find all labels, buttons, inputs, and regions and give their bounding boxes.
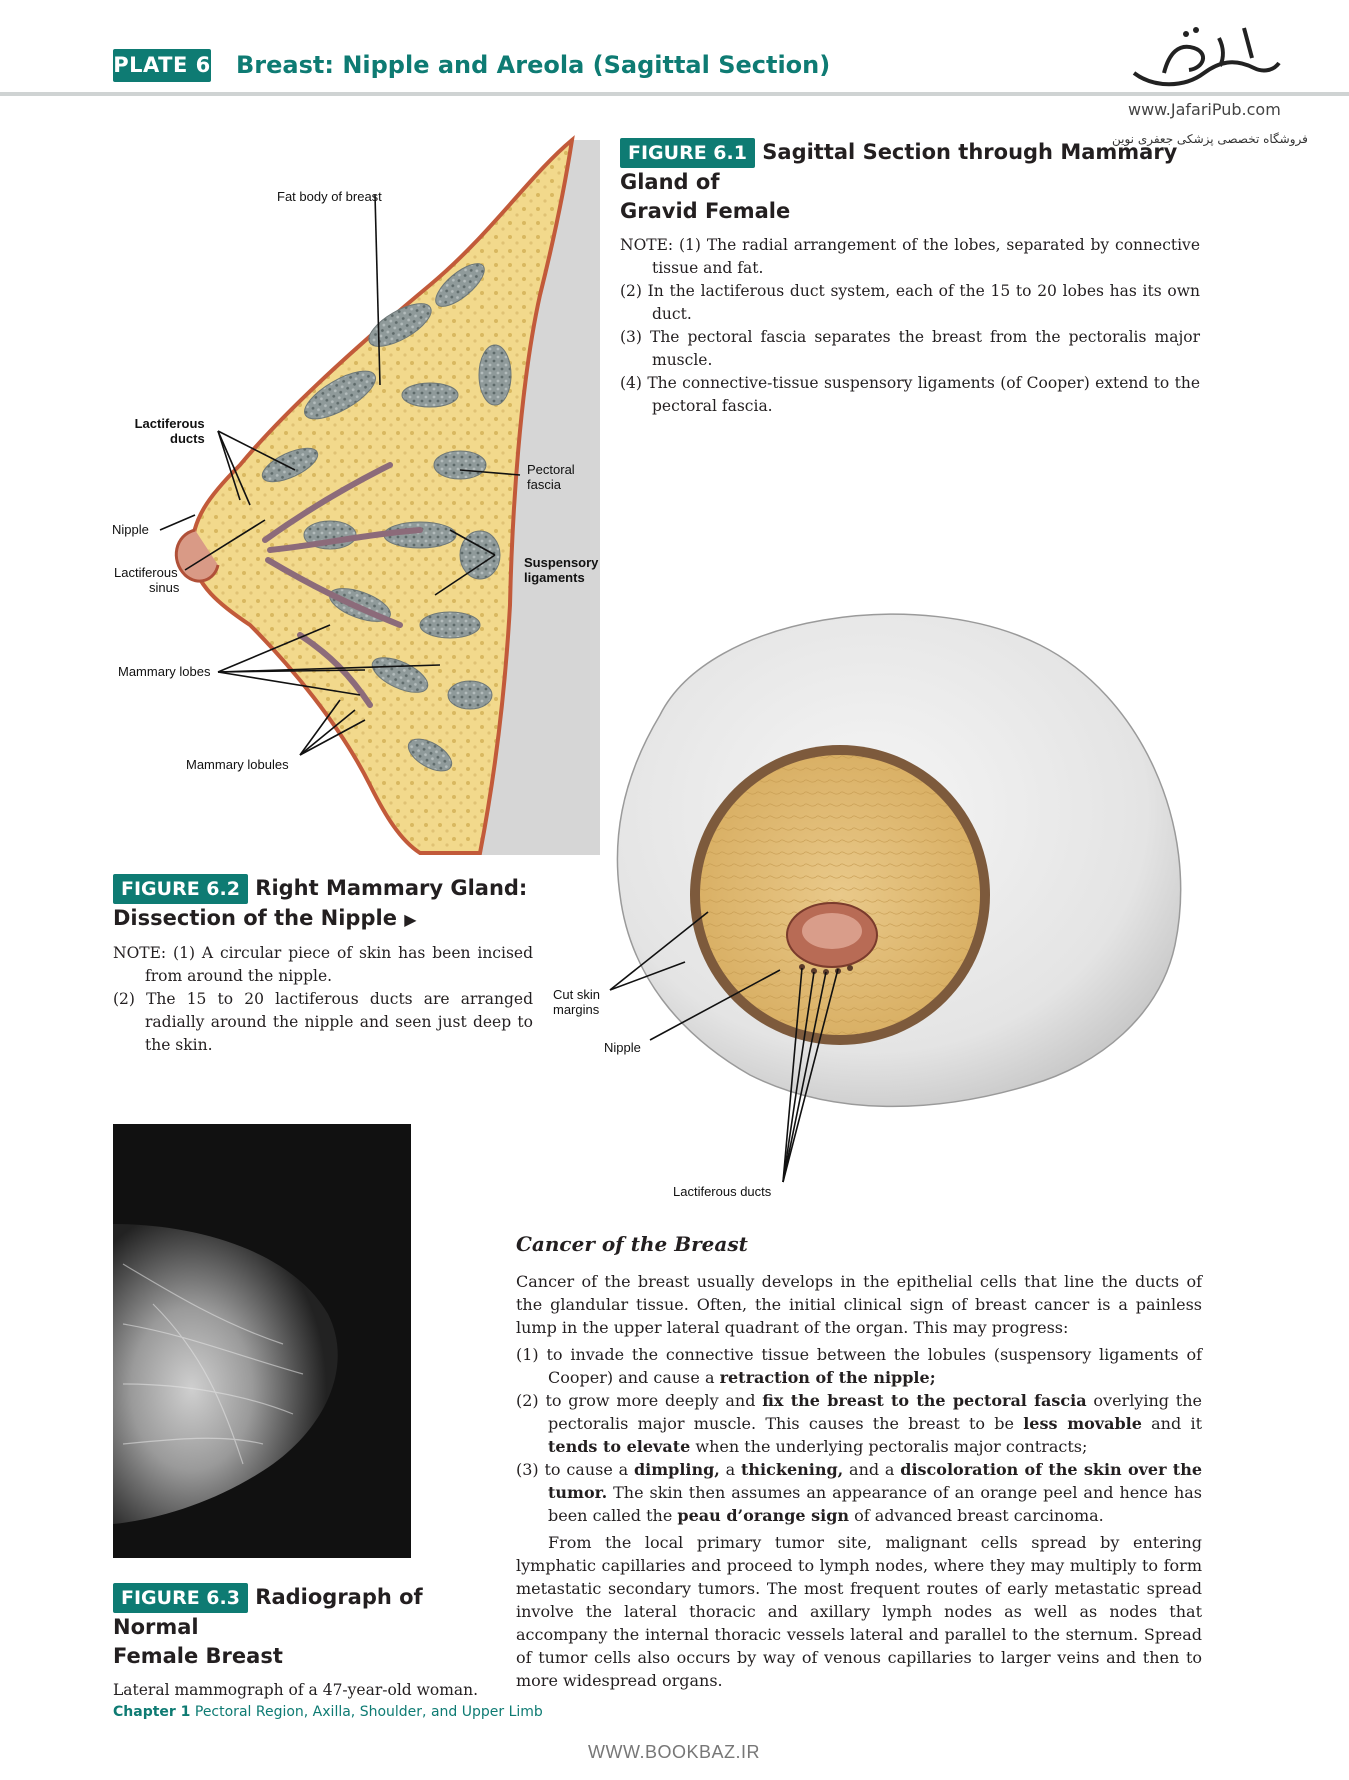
figure-6-2-badge: FIGURE 6.2 bbox=[113, 874, 248, 904]
figure-6-1-notes bbox=[620, 234, 1200, 418]
publisher-url: www.JafariPub.com bbox=[1128, 100, 1281, 119]
cancer-item-1-text: (1) to invade the connective tissue between the lobules (suspensory ligaments of Cooper) and cause a bbox=[516, 1345, 1202, 1387]
cancer-item-2-bold-b: less movable bbox=[1023, 1414, 1142, 1433]
label-nipple-2: Nipple bbox=[604, 1040, 641, 1055]
figure-6-3-title-line1: Radiograph of Normal bbox=[113, 1585, 423, 1639]
label-lactiferous-sinus-line1: Lactiferous bbox=[114, 565, 178, 580]
cancer-item-3-bold-a: dimpling, bbox=[633, 1460, 720, 1479]
label-cut-skin-line1: Cut skin bbox=[553, 987, 600, 1002]
cancer-item-3-bold-d: peau d’orange sign bbox=[677, 1506, 850, 1525]
figure-6-1-note-2: (2) In the lactiferous duct system, each of the 15 to 20 lobes has its own duct. bbox=[620, 282, 1200, 323]
figure-6-3-description: Lateral mammograph of a 47-year-old woman. bbox=[113, 1681, 479, 1699]
label-nipple-1: Nipple bbox=[112, 522, 149, 537]
cancer-item-3-text-e: of advanced breast carcinoma. bbox=[849, 1506, 1104, 1525]
figure-6-1-note-3: (3) The pectoral fascia separates the breast from the pectoralis major muscle. bbox=[620, 328, 1200, 369]
figure-6-1-leader-lines bbox=[100, 135, 620, 785]
cancer-item-3-text-d: The skin then assumes an appearance of an orange peel and hence has been called the bbox=[548, 1483, 1202, 1525]
label-cut-skin-margins bbox=[553, 987, 600, 1017]
label-cut-skin-line2: margins bbox=[553, 1002, 600, 1017]
figure-6-2-note-2: (2) The 15 to 20 lactiferous ducts are arranged radially around the nipple and seen just deep to the skin. bbox=[113, 990, 533, 1054]
figure-6-2-title-line1: Right Mammary Gland: bbox=[255, 876, 528, 900]
section-title-cancer: Cancer of the Breast bbox=[516, 1232, 748, 1256]
publisher-logo-icon bbox=[1124, 18, 1284, 98]
figure-6-1-title-line2: Gravid Female bbox=[620, 199, 791, 223]
footer-chapter: Chapter 1 bbox=[113, 1704, 191, 1720]
figure-6-2-notes bbox=[113, 942, 533, 1057]
arrow-right-icon: ▶ bbox=[404, 910, 417, 929]
label-mammary-lobes: Mammary lobes bbox=[118, 664, 211, 679]
cancer-item-2-text-b: overlying the pectoralis major muscle. This causes the breast to be bbox=[548, 1391, 1202, 1433]
label-pectoral-fascia-line1: Pectoral bbox=[527, 462, 575, 477]
figure-6-3-heading bbox=[113, 1583, 493, 1671]
label-lactiferous-ducts-2: Lactiferous ducts bbox=[673, 1184, 772, 1199]
figure-6-1-heading bbox=[620, 138, 1200, 226]
label-lactiferous-ducts-line1: Lactiferous bbox=[134, 416, 205, 431]
figure-6-3-radiograph bbox=[113, 1124, 411, 1558]
label-pectoral-fascia bbox=[527, 462, 575, 492]
cancer-item-3 bbox=[516, 1458, 1202, 1527]
cancer-item-3-text-a: (3) to cause a bbox=[516, 1460, 634, 1479]
cancer-item-2 bbox=[516, 1389, 1202, 1458]
cancer-item-2-text-c: and it bbox=[1141, 1414, 1202, 1433]
cancer-item-2-bold-a: fix the breast to the pectoral fascia bbox=[762, 1391, 1087, 1410]
figure-6-3-title-line2: Female Breast bbox=[113, 1644, 283, 1668]
page-footer bbox=[113, 1704, 543, 1720]
cancer-item-1 bbox=[516, 1343, 1202, 1389]
figure-6-3-badge: FIGURE 6.3 bbox=[113, 1583, 248, 1613]
publisher-tagline: فروشگاه تخصصی پزشکی جعفری نوین bbox=[1112, 132, 1308, 146]
cancer-item-2-bold-c: tends to elevate bbox=[548, 1437, 691, 1456]
figure-6-2-heading bbox=[113, 874, 533, 934]
figure-6-1-note-1: NOTE: (1) The radial arrangement of the lobes, separated by connective tissue and fat. bbox=[620, 236, 1200, 277]
plate-badge: PLATE 6 bbox=[113, 49, 211, 82]
figure-6-1-title-line1: Sagittal Section through Mammary Gland of bbox=[620, 140, 1178, 194]
cancer-item-3-text-c: and a bbox=[843, 1460, 901, 1479]
label-suspensory-line1: Suspensory bbox=[524, 555, 599, 570]
cancer-item-2-text-a: (2) to grow more deeply and bbox=[516, 1391, 763, 1410]
footer-chapter-title: Pectoral Region, Axilla, Shoulder, and Upper Limb bbox=[194, 1704, 543, 1720]
cancer-body bbox=[516, 1270, 1202, 1692]
label-lactiferous-sinus-line2: sinus bbox=[149, 580, 180, 595]
cancer-intro: Cancer of the breast usually develops in the epithelial cells that line the ducts of the glandular tissue. Often, the initial clinical sign of breast cancer is a painless lump in the upper lateral quadrant of the organ. This may progress: bbox=[516, 1272, 1202, 1337]
label-fat-body: Fat body of breast bbox=[277, 189, 382, 204]
figure-6-2-caption bbox=[113, 874, 533, 1057]
label-pectoral-fascia-line2: fascia bbox=[527, 477, 561, 492]
page-title: Breast: Nipple and Areola (Sagittal Section) bbox=[236, 51, 831, 79]
figure-6-2-title-line2: Dissection of the Nipple bbox=[113, 906, 397, 930]
figure-6-1-note-4: (4) The connective-tissue suspensory ligaments (of Cooper) extend to the pectoral fascia. bbox=[620, 374, 1200, 415]
cancer-item-3-text-b: a bbox=[719, 1460, 742, 1479]
label-suspensory-line2: ligaments bbox=[524, 570, 585, 585]
watermark-url: WWW.BOOKBAZ.IR bbox=[588, 1742, 760, 1762]
figure-6-2-leader-lines bbox=[540, 880, 860, 1200]
cancer-item-3-bold-b: thickening, bbox=[741, 1460, 844, 1479]
cancer-item-2-text-d: when the underlying pectoralis major contracts; bbox=[690, 1437, 1088, 1456]
label-lactiferous-ducts-line2: ducts bbox=[170, 431, 205, 446]
cancer-item-1-bold: retraction of the nipple; bbox=[719, 1368, 936, 1387]
label-lactiferous-sinus bbox=[114, 565, 179, 595]
cancer-item-3-bold-c: discoloration of the skin over the tumor. bbox=[548, 1460, 1203, 1502]
label-lactiferous-ducts bbox=[132, 416, 205, 446]
label-suspensory-ligaments bbox=[524, 555, 598, 585]
figure-6-2-note-1: NOTE: (1) A circular piece of skin has been incised from around the nipple. bbox=[113, 944, 533, 985]
label-mammary-lobules: Mammary lobules bbox=[186, 757, 289, 772]
figure-6-1-caption bbox=[620, 138, 1200, 418]
figure-6-1-badge: FIGURE 6.1 bbox=[620, 138, 755, 168]
figure-6-3-caption bbox=[113, 1583, 493, 1702]
cancer-para-2: From the local primary tumor site, malignant cells spread by entering lymphatic capillaries and proceed to lymph nodes, where they may multiply to form metastatic secondary tumors. The most frequent routes of early metastatic spread involve the lateral thoracic and axillary lymph nodes as well as nodes that accompany the internal thoracic vessels lateral and parallel to the sternum. Spread of tumor cells also occurs by way of venous capillaries to larger veins and then to more widespread organs. bbox=[516, 1533, 1202, 1690]
